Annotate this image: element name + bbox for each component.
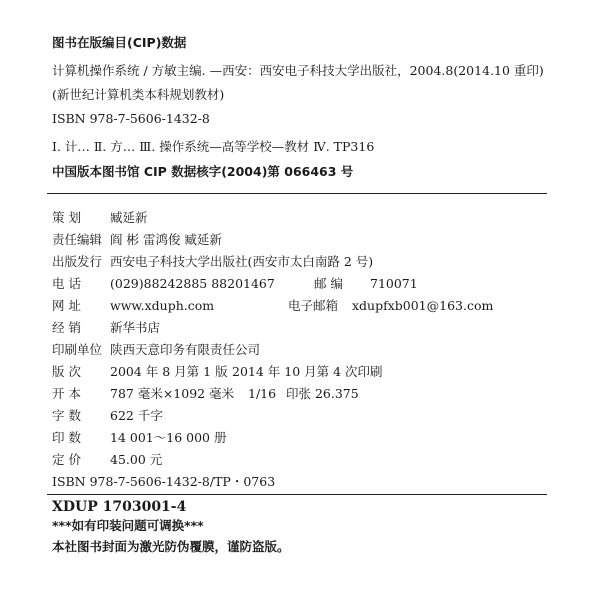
phone-label: 电 话 <box>52 276 81 291</box>
website-label: 网 址 <box>52 298 81 313</box>
printer-label: 印刷单位 <box>52 342 103 357</box>
isbn-footer: ISBN 978-7-5606-1432-8/TP・0763 <box>52 474 276 489</box>
printing-value: 2014 年 10 月第 4 次印刷 <box>232 364 383 379</box>
divider-top <box>47 193 547 194</box>
row-price <box>52 452 162 468</box>
cip-check-line: 中国版本图书馆 CIP 数据核字(2004)第 066463 号 <box>52 164 354 179</box>
row-format <box>52 386 552 402</box>
postcode-value: 710071 <box>370 276 418 291</box>
cip-title-line: 计算机操作系统 / 方敏主编. —西安：西安电子科技大学出版社，2004.8(2014.10 重印) <box>52 63 544 78</box>
price-value: 45.00 元 <box>110 452 163 467</box>
row-planner <box>52 210 148 226</box>
cip-series-line: (新世纪计算机类本科规划教材) <box>52 87 225 102</box>
cip-isbn-line: ISBN 978-7-5606-1432-8 <box>52 111 210 126</box>
row-edition <box>52 364 552 380</box>
row-wordcount <box>52 408 163 424</box>
divider-bottom <box>47 494 547 495</box>
website-value: www.xduph.com <box>110 298 215 313</box>
row-printer <box>52 342 260 358</box>
row-run <box>52 430 226 446</box>
format-value: 787 毫米×1092 毫米 <box>110 386 235 401</box>
cip-heading: 图书在版编目(CIP)数据 <box>52 35 187 50</box>
editors-label: 责任编辑 <box>52 232 103 247</box>
row-phone <box>52 276 552 292</box>
row-publisher <box>52 254 373 270</box>
row-editors <box>52 232 222 248</box>
distributor-label: 经 销 <box>52 320 81 335</box>
editors-value: 阎 彬 雷鸿俊 臧延新 <box>110 232 222 247</box>
edition-value: 2004 年 8 月第 1 版 <box>110 364 228 379</box>
planner-value: 臧延新 <box>110 210 148 225</box>
row-website <box>52 298 552 314</box>
run-label: 印 数 <box>52 430 81 445</box>
anticounterfeit-line: 本社图书封面为激光防伪覆膜，谨防盗版。 <box>52 539 290 554</box>
postcode-label: 邮 编 <box>314 276 343 291</box>
publisher-value: 西安电子科技大学出版社(西安市太白南路 2 号) <box>110 254 374 269</box>
email-value: xdupfxb001@163.com <box>352 298 494 313</box>
publisher-label: 出版发行 <box>52 254 103 269</box>
sheets-value: 印张 26.375 <box>286 386 359 401</box>
format-fold: 1/16 <box>248 386 277 401</box>
printer-value: 陕西天意印务有限责任公司 <box>110 342 261 357</box>
notice-line: ***如有印装问题可调换*** <box>52 518 204 533</box>
phone-value: (029)88242885 88201467 <box>110 276 275 291</box>
wordcount-value: 622 千字 <box>110 408 163 423</box>
wordcount-label: 字 数 <box>52 408 81 423</box>
edition-label: 版 次 <box>52 364 81 379</box>
planner-label: 策 划 <box>52 210 81 225</box>
email-label: 电子邮箱 <box>288 298 339 313</box>
code-line: XDUP 1703001-4 <box>52 499 187 515</box>
run-value: 14 001～16 000 册 <box>110 430 227 445</box>
distributor-value: 新华书店 <box>110 320 161 335</box>
price-label: 定 价 <box>52 452 81 467</box>
cip-classification-line: Ⅰ. 计… Ⅱ. 方… Ⅲ. 操作系统—高等学校—教材 Ⅳ. TP316 <box>52 139 375 154</box>
format-label: 开 本 <box>52 386 81 401</box>
row-distributor <box>52 320 160 336</box>
